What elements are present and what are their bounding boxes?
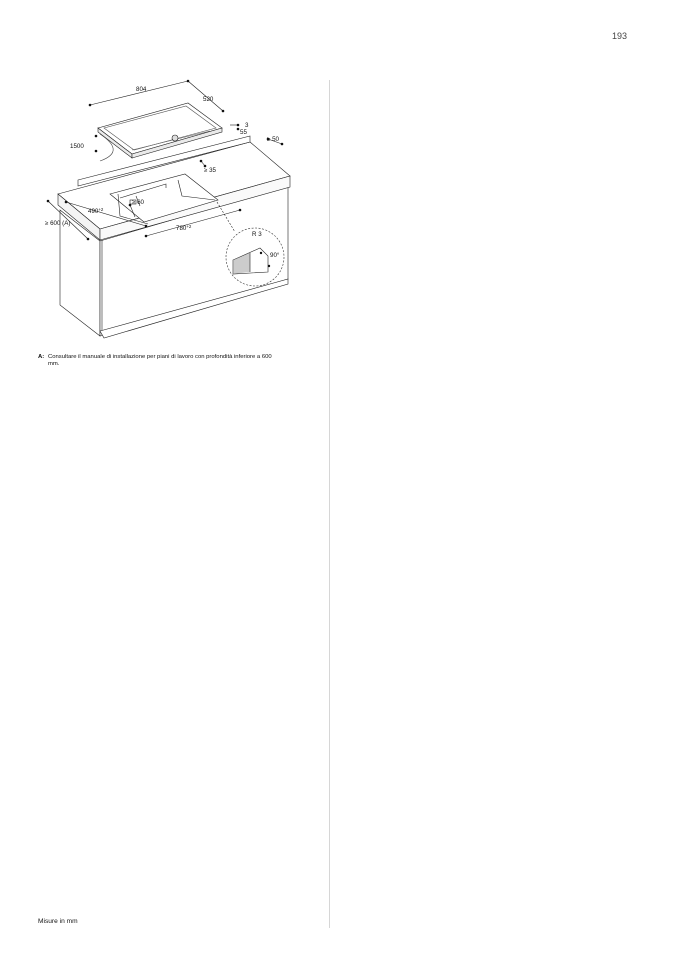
- footnote-text: Consultare il manuale di installazione per piani di lavoro con profondità inferiore a 600 mm.: [48, 354, 272, 368]
- page-number: 193: [612, 31, 628, 41]
- dim-50: ≥ 50: [267, 136, 279, 143]
- column-divider: [329, 80, 330, 928]
- dim-radius: R 3: [252, 231, 262, 238]
- footer-units: Misure in mm: [38, 918, 78, 925]
- dim-35: ≥ 35: [204, 167, 216, 174]
- dim-60: ≥ 60: [132, 199, 144, 206]
- dim-520: 520: [203, 96, 214, 103]
- dim-3: 3: [245, 122, 249, 129]
- footnote: [38, 354, 298, 368]
- dim-804: 804: [136, 86, 147, 93]
- dim-55: 55: [240, 129, 247, 136]
- installation-drawing: [40, 76, 310, 346]
- dim-angle: 90°: [270, 252, 280, 259]
- dim-780: $780^{+2}$: [176, 224, 192, 232]
- dim-1500: 1500: [70, 143, 84, 150]
- dim-600: ≥ 600 (A): [45, 220, 71, 227]
- footnote-key: A:: [38, 354, 45, 360]
- dim-490: $490^{+2}$: [88, 207, 104, 215]
